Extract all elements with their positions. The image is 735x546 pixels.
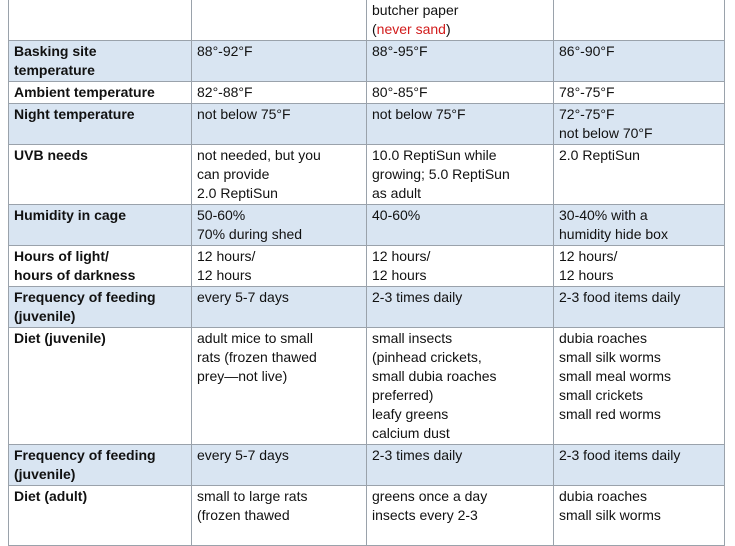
table-cell <box>192 0 367 41</box>
row-label: Humidity in cage <box>9 205 192 246</box>
row-label <box>9 0 192 41</box>
table-row <box>9 145 725 205</box>
table-row <box>9 104 725 145</box>
table-cell: adult mice to small rats (frozen thawed prey—not live) <box>192 328 367 445</box>
table-row <box>9 41 725 82</box>
row-label: Frequency of feeding (juvenile) <box>9 287 192 328</box>
row-label: Diet (juvenile) <box>9 328 192 445</box>
table-cell: 2-3 food items daily <box>554 445 725 486</box>
table-cell: 2-3 times daily <box>367 287 554 328</box>
row-label: Night temperature <box>9 104 192 145</box>
row-label: Hours of light/ hours of darkness <box>9 246 192 287</box>
row-label: Basking site temperature <box>9 41 192 82</box>
row-label: UVB needs <box>9 145 192 205</box>
table-cell: not needed, but you can provide 2.0 ReptiSun <box>192 145 367 205</box>
table-row <box>9 445 725 486</box>
row-label: Frequency of feeding (juvenile) <box>9 445 192 486</box>
table-row <box>9 486 725 546</box>
table-cell: 88°-92°F <box>192 41 367 82</box>
table-cell: butcher paper (never sand) <box>367 0 554 41</box>
row-label: Diet (adult) <box>9 486 192 546</box>
table-cell: greens once a day insects every 2-3 <box>367 486 554 546</box>
table-row <box>9 82 725 104</box>
table-row <box>9 328 725 445</box>
table-cell: small insects (pinhead crickets, small dubia roaches preferred) leafy greens calcium dust <box>367 328 554 445</box>
row-label: Ambient temperature <box>9 82 192 104</box>
table-cell: 2-3 times daily <box>367 445 554 486</box>
table-cell: 30-40% with a humidity hide box <box>554 205 725 246</box>
table-row <box>9 287 725 328</box>
table-cell: 72°-75°F not below 70°F <box>554 104 725 145</box>
table-cell: 2.0 ReptiSun <box>554 145 725 205</box>
warning-text: never sand <box>376 21 446 37</box>
table-cell <box>554 0 725 41</box>
table-row <box>9 0 725 41</box>
table-cell: 86°-90°F <box>554 41 725 82</box>
table-cell: 80°-85°F <box>367 82 554 104</box>
table-cell: dubia roaches small silk worms small meal worms small crickets small red worms <box>554 328 725 445</box>
table-cell: every 5-7 days <box>192 445 367 486</box>
table-cell: 12 hours/ 12 hours <box>192 246 367 287</box>
table-cell: 12 hours/ 12 hours <box>367 246 554 287</box>
table-cell: not below 75°F <box>367 104 554 145</box>
table-cell: 82°-88°F <box>192 82 367 104</box>
table-cell: 2-3 food items daily <box>554 287 725 328</box>
table-cell: dubia roaches small silk worms <box>554 486 725 546</box>
table-row <box>9 205 725 246</box>
table-cell: every 5-7 days <box>192 287 367 328</box>
care-comparison-table <box>8 0 725 546</box>
table-cell: not below 75°F <box>192 104 367 145</box>
table-cell: small to large rats (frozen thawed <box>192 486 367 546</box>
table-cell: 88°-95°F <box>367 41 554 82</box>
table-row <box>9 246 725 287</box>
table-cell: 78°-75°F <box>554 82 725 104</box>
table-cell: 40-60% <box>367 205 554 246</box>
table-cell: 10.0 ReptiSun while growing; 5.0 ReptiSun as adult <box>367 145 554 205</box>
table-cell: 12 hours/ 12 hours <box>554 246 725 287</box>
table-cell: 50-60% 70% during shed <box>192 205 367 246</box>
